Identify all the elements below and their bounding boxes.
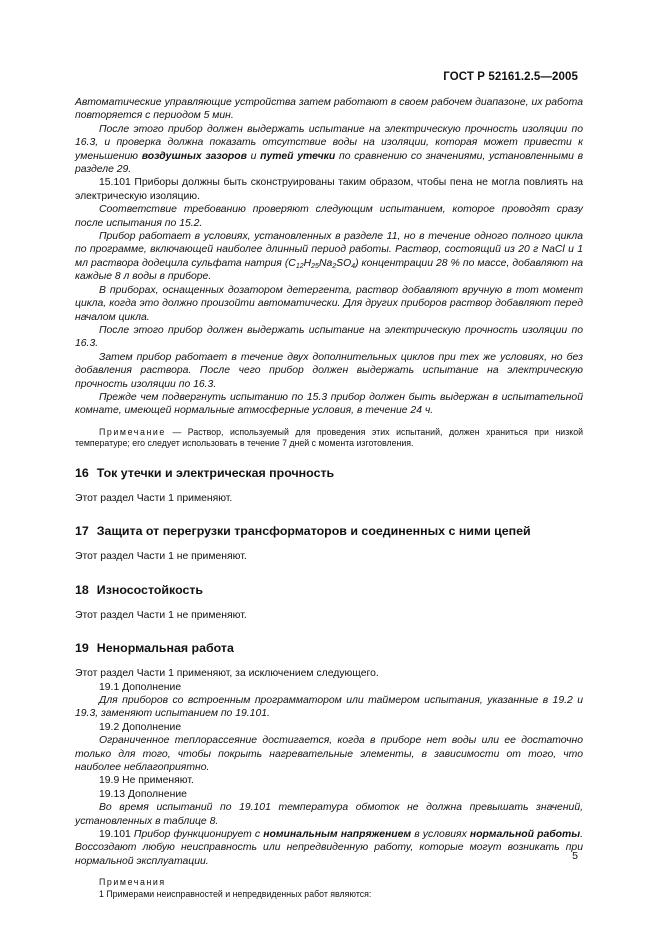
section-heading-18 [75,582,583,598]
paragraph: Затем прибор работает в течение двух дополнительных циклов при тех же условиях, но без добавления раствора. После чего прибор должен выдержать испытание на электрическую прочность изоляции по 16.3. [75,351,583,390]
text: ) концентрации 28 % по массе, добавляют на каждые 8 л воды в приборе. [75,257,583,283]
paragraph [75,123,583,177]
text: После этого прибор должен выдержать испытание на электрическую прочность изоляции по 16.3, и проверка должна показать отсутствие воды на изоляции, которая может привести к уменьшению [75,123,583,162]
section-number: 17 [75,524,89,539]
text: по сравнению со значениями, установленными в разделе 29. [75,150,583,176]
paragraph: Ограниченное теплорассеяние достигается, когда в приборе нет воды или ее достаточно только для того, чтобы покрыть нагревательные элементы, в зависимости от того, что наиболее неблагоприятно. [75,735,583,773]
subscript: 4 [351,262,356,270]
text: Прибор функционирует с [133,829,264,841]
paragraph: Для приборов со встроенным программатором или таймером испытания, указанные в 19.2 и 19.3, заменяют испытанием по 19.101. [75,694,583,720]
text: в условиях [411,829,470,841]
section-title: Ток утечки и электрическая прочность [96,465,335,480]
text: и [246,150,261,162]
paragraph: Автоматические управляющие устройства затем работают в своем рабочем диапазоне, их работа повторяется с периодом 5 мин. [75,97,583,122]
clause-19-9: 19.9 Не применяют. [99,775,194,787]
term-air-clearances: воздушных зазоров [141,150,247,162]
subscript: 25 [311,262,319,270]
paragraph: Во время испытаний по 19.101 температура обмоток не должна превышать значений, установленных в таблице 8. [75,802,583,827]
section-text: Этот раздел Части 1 не применяют. [75,551,247,563]
formula-part: SO [336,257,352,269]
note-label: Примечание [99,426,166,437]
section-text: Этот раздел Части 1 применяют, за исключением следующего. [75,668,379,680]
clause-15-101: 15.101 Приборы должны быть сконструированы таким образом, чтобы пена не могла повлиять на электрическую изоляцию. [75,177,583,202]
term-rated-voltage: номинальным напряжением [263,829,412,841]
document-code: ГОСТ Р 52161.2.5—2005 [443,71,578,83]
paragraph: После этого прибор должен выдержать испытание на электрическую прочность изоляции по 16.3. [75,324,583,350]
page-number: 5 [572,850,578,862]
notes-label-text: Примечания [99,877,166,888]
paragraph: В приборах, оснащенных дозатором детергента, раствор добавляют вручную в тот момент цикла, когда это должно произойти автоматически. Для других приборов раствор добавляют перед началом цикла. [75,284,583,323]
section-title: Износостойкость [96,582,204,597]
section-number: 16 [75,465,89,480]
section-text: Этот раздел Части 1 не применяют. [75,609,247,621]
paragraph: Соответствие требованию проверяют следующим испытанием, которое проводят сразу после испытания по 15.2. [75,204,583,229]
section-title: Защита от перегрузки трансформаторов и соединенных с ними цепей [96,524,531,539]
text: . Воссоздают любую неисправность или непредвиденную работу, которые могут возникать при нормальной эксплуатации. [75,829,583,867]
section-heading-17 [75,523,583,539]
note-item: 1 Примерами неисправностей и непредвиденных работ являются: [99,888,372,899]
notes-label [75,877,583,889]
clause-19-13: 19.13 Дополнение [99,788,187,800]
note [75,427,583,450]
term-normal-operation: нормальной работы [469,829,581,841]
paragraph: Прежде чем подвергнуть испытанию по 15.3 прибор должен быть выдержан в испытательной комнате, имеющей нормальные атмосферные условия, в течение 24 ч. [75,391,583,417]
subscript: 2 [332,262,337,270]
term-creepage-distances: путей утечки [260,150,336,162]
document-body [75,96,583,900]
text: Прибор работает в условиях, установленных в разделе 11, но в течение одного полного цикла по программе, включающей наиболее длинный период работы. Раствор, состоящий из 20 г NaCl и 1 мл раствора додецила сульфата натрия (C [75,231,583,269]
clause-19-1: 19.1 Дополнение [99,681,182,693]
section-heading-16 [75,465,583,481]
section-heading-19 [75,640,583,656]
formula-part: H [303,257,312,269]
clause-number: 19.101 [99,829,134,841]
clause-19-2: 19.2 Дополнение [99,721,182,733]
note-text: — Раствор, используемый для проведения этих испытаний, должен храниться при низкой температуре; его следует использовать в течение 7 дней с момента изготовления. [75,426,583,449]
section-number: 19 [75,641,89,656]
section-number: 18 [75,582,89,597]
section-title: Ненормальная работа [96,641,234,656]
clause-19-101 [75,828,583,868]
subscript: 12 [295,262,304,270]
paragraph [75,230,583,284]
section-text: Этот раздел Части 1 применяют. [75,492,233,504]
formula-part: Na [318,257,333,269]
